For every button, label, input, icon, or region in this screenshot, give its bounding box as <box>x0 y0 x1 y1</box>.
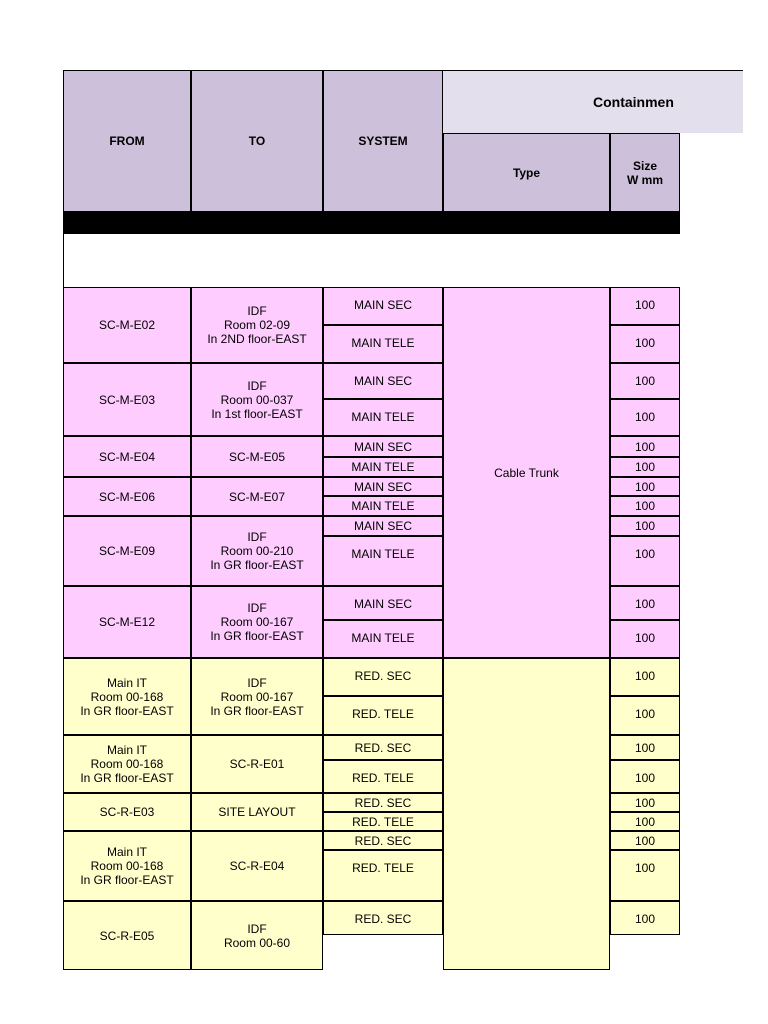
system-cell-text: MAIN TELE <box>351 547 415 561</box>
system-cell <box>323 325 443 363</box>
header-containment <box>443 70 743 133</box>
to-cell <box>191 516 323 586</box>
size-cell <box>610 436 680 457</box>
system-cell-text: MAIN SEC <box>353 519 412 533</box>
size-cell <box>610 536 680 586</box>
system-cell <box>323 399 443 436</box>
size-cell-text: 100 <box>634 597 656 611</box>
to-cell-text: IDF Room 00-167 In GR floor-EAST <box>210 601 304 643</box>
size-cell-text: 100 <box>634 740 656 755</box>
to-cell <box>191 477 323 516</box>
size-cell <box>610 901 680 935</box>
to-cell-text: IDF Room 02-09 In 2ND floor-EAST <box>207 304 307 346</box>
system-cell-text: MAIN TELE <box>351 336 415 350</box>
from-cell <box>63 287 191 363</box>
size-cell-text: 100 <box>634 499 656 513</box>
system-cell <box>323 477 443 496</box>
from-cell-text: SC-M-E12 <box>98 615 155 629</box>
from-cell <box>63 436 191 477</box>
system-cell <box>323 793 443 812</box>
system-cell-text: RED. TELE <box>352 861 414 875</box>
from-cell <box>63 831 191 901</box>
size-cell <box>610 325 680 363</box>
system-cell <box>323 363 443 399</box>
system-cell-text: RED. SEC <box>354 669 412 683</box>
from-cell <box>63 735 191 793</box>
system-cell-text: RED. TELE <box>352 707 414 721</box>
from-cell-text: SC-M-E02 <box>98 318 155 332</box>
system-cell <box>323 496 443 516</box>
from-cell <box>63 363 191 436</box>
system-cell <box>323 620 443 658</box>
from-cell <box>63 477 191 516</box>
to-cell <box>191 658 323 735</box>
from-cell <box>63 793 191 831</box>
size-cell <box>610 496 680 516</box>
from-cell-text: Main IT Room 00-168 In GR floor-EAST <box>80 743 174 785</box>
size-cell-text: 100 <box>634 439 656 454</box>
system-cell <box>323 696 443 735</box>
size-cell <box>610 850 680 901</box>
system-cell <box>323 831 443 850</box>
header-to-text: TO <box>248 134 266 148</box>
system-cell <box>323 586 443 620</box>
type-cell-text: Cable Trunk <box>494 465 559 480</box>
system-cell <box>323 516 443 536</box>
system-cell-text: MAIN SEC <box>353 298 412 312</box>
size-cell-text: 100 <box>634 336 656 350</box>
system-cell-text: MAIN SEC <box>353 597 412 611</box>
header-size <box>610 133 680 212</box>
to-cell <box>191 436 323 477</box>
to-cell <box>191 735 323 793</box>
size-cell-text: 100 <box>634 861 656 875</box>
system-cell-text: MAIN SEC <box>353 479 412 494</box>
header-to <box>191 70 323 212</box>
to-cell-text: SC-M-E07 <box>228 489 285 504</box>
size-cell <box>610 363 680 399</box>
separator-bar <box>63 212 680 233</box>
to-cell <box>191 586 323 658</box>
size-cell <box>610 793 680 812</box>
size-cell <box>610 831 680 850</box>
to-cell-text: SC-R-E01 <box>229 757 285 771</box>
from-cell-text: SC-M-E06 <box>98 489 155 504</box>
system-cell <box>323 536 443 586</box>
header-type <box>443 133 610 212</box>
size-cell-text: 100 <box>634 547 656 561</box>
to-cell-text: IDF Room 00-167 In GR floor-EAST <box>210 675 304 718</box>
to-cell-text: IDF Room 00-210 In GR floor-EAST <box>210 530 304 572</box>
to-cell <box>191 793 323 831</box>
size-cell-text: 100 <box>634 912 656 926</box>
size-cell <box>610 658 680 696</box>
system-cell-text: RED. SEC <box>354 833 412 848</box>
size-cell-text: 100 <box>634 814 656 829</box>
size-cell-text: 100 <box>634 795 656 810</box>
from-cell <box>63 516 191 586</box>
to-cell <box>191 901 323 970</box>
size-cell <box>610 696 680 735</box>
size-cell <box>610 457 680 477</box>
to-cell-text: SC-R-E04 <box>229 859 285 873</box>
system-cell-text: RED. SEC <box>354 795 412 810</box>
size-cell <box>610 586 680 620</box>
header-type-text: Type <box>512 165 541 180</box>
size-cell-text: 100 <box>634 519 656 533</box>
system-cell-text: MAIN TELE <box>351 410 415 424</box>
header-system-text: SYSTEM <box>358 134 408 148</box>
from-cell-text: Main IT Room 00-168 In GR floor-EAST <box>80 845 174 887</box>
from-cell <box>63 586 191 658</box>
blank-row <box>63 233 680 287</box>
size-cell <box>610 477 680 496</box>
system-cell-text: RED. TELE <box>352 814 414 829</box>
to-cell <box>191 831 323 901</box>
from-cell-text: SC-M-E03 <box>98 392 155 407</box>
to-cell-text: IDF Room 00-037 In 1st floor-EAST <box>211 378 303 421</box>
system-cell <box>323 850 443 901</box>
size-cell-text: 100 <box>634 410 656 424</box>
to-cell <box>191 363 323 436</box>
header-containment-text: Containmen <box>593 94 674 110</box>
from-cell-text: SC-M-E04 <box>98 449 155 464</box>
size-cell-text: 100 <box>634 707 656 721</box>
size-cell-text: 100 <box>634 771 656 785</box>
from-cell-text: SC-M-E09 <box>98 544 155 558</box>
size-cell-text: 100 <box>634 669 656 683</box>
size-cell-text: 100 <box>634 298 656 312</box>
size-cell <box>610 516 680 536</box>
from-cell-text: Main IT Room 00-168 In GR floor-EAST <box>80 675 174 718</box>
size-cell-text: 100 <box>634 479 656 494</box>
type-cell <box>443 287 610 658</box>
header-from <box>63 70 191 212</box>
header-system <box>323 70 443 212</box>
system-cell <box>323 735 443 760</box>
size-cell <box>610 735 680 760</box>
size-cell <box>610 812 680 831</box>
to-cell <box>191 287 323 363</box>
from-cell-text: SC-R-E05 <box>99 928 155 943</box>
header-from-text: FROM <box>109 134 145 148</box>
system-cell-text: RED. SEC <box>354 912 412 926</box>
size-cell <box>610 620 680 658</box>
system-cell-text: RED. SEC <box>354 740 412 755</box>
system-cell-text: MAIN TELE <box>351 460 415 474</box>
to-cell-text: SITE LAYOUT <box>218 805 296 819</box>
to-cell-text: SC-M-E05 <box>228 449 285 464</box>
header-size-text: Size W mm <box>627 158 663 187</box>
size-cell-text: 100 <box>634 833 656 848</box>
system-cell-text: RED. TELE <box>352 771 414 785</box>
system-cell <box>323 901 443 935</box>
size-cell-text: 100 <box>634 460 656 474</box>
size-cell <box>610 760 680 793</box>
system-cell <box>323 287 443 325</box>
system-cell <box>323 457 443 477</box>
from-cell <box>63 658 191 735</box>
system-cell <box>323 760 443 793</box>
from-cell <box>63 901 191 970</box>
size-cell-text: 100 <box>634 631 656 645</box>
system-cell <box>323 658 443 696</box>
system-cell-text: MAIN TELE <box>351 631 415 645</box>
system-cell <box>323 436 443 457</box>
to-cell-text: IDF Room 00-60 <box>223 921 291 950</box>
from-cell-text: SC-R-E03 <box>99 805 155 819</box>
size-cell <box>610 399 680 436</box>
system-cell <box>323 812 443 831</box>
system-cell-text: MAIN SEC <box>353 439 412 454</box>
size-cell <box>610 287 680 325</box>
type-cell <box>443 658 610 970</box>
size-cell-text: 100 <box>634 374 656 388</box>
system-cell-text: MAIN TELE <box>351 499 415 513</box>
system-cell-text: MAIN SEC <box>353 374 412 388</box>
